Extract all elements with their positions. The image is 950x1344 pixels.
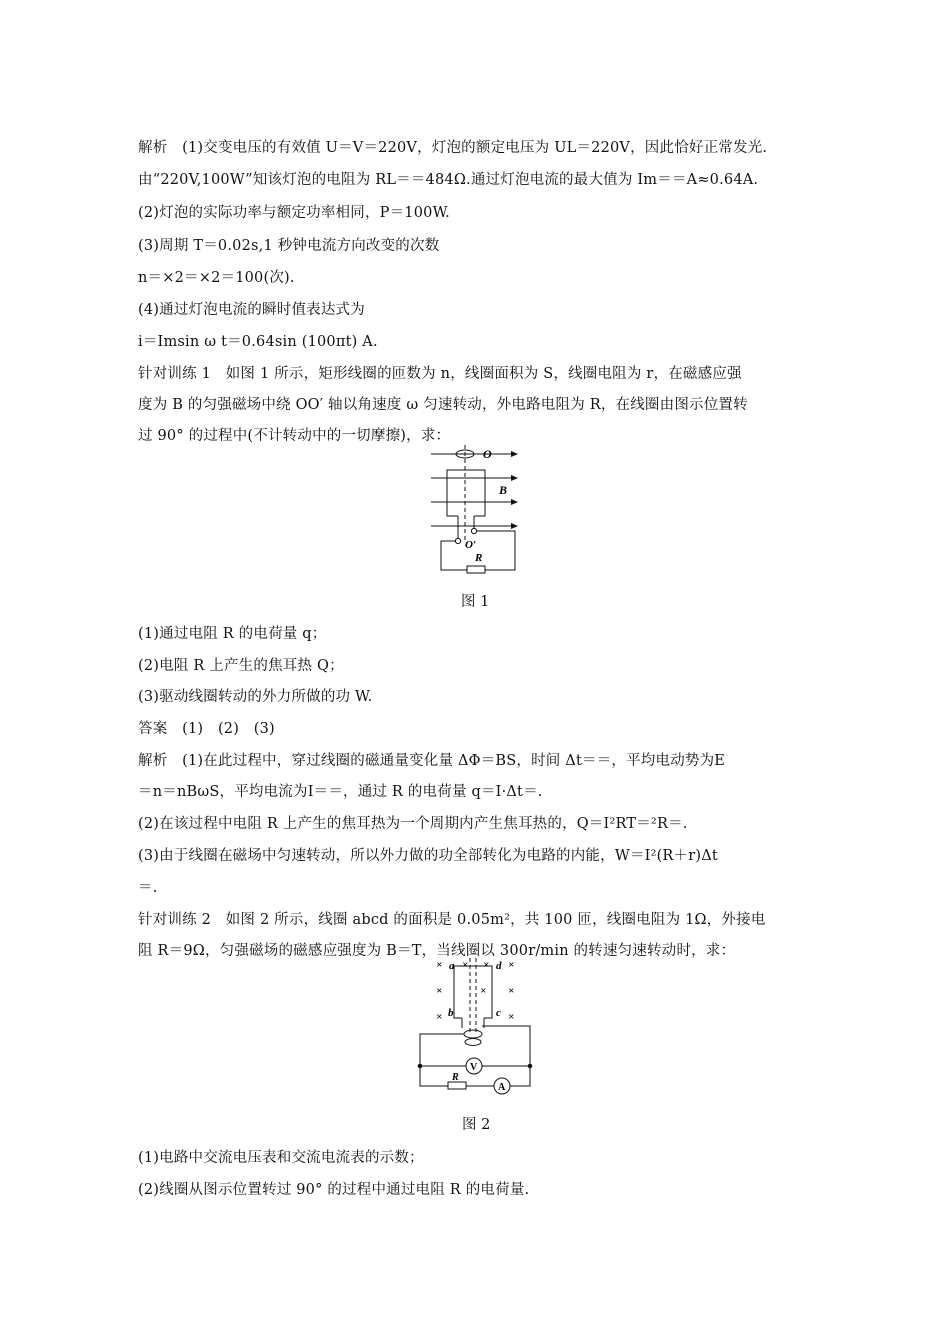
cross-mark: × xyxy=(483,959,490,971)
cross-mark: × xyxy=(462,959,469,971)
text-line: (4)通过灯泡电流的瞬时值表达式为 xyxy=(138,302,365,318)
figure-2-diagram xyxy=(412,956,537,1093)
text-line: (1)通过电阻 R 的电荷量 q； xyxy=(138,626,327,642)
label-R: R xyxy=(475,552,483,564)
figure-1-caption: 图 1 xyxy=(461,594,490,610)
text-line: ＝n＝nBωS，平均电流为I＝＝，通过 R 的电荷量 q＝I·Δt＝. xyxy=(138,784,543,800)
cross-mark: × xyxy=(508,959,515,971)
text-line: (2)灯泡的实际功率与额定功率相同，P＝100W. xyxy=(138,205,450,221)
text-line: (1)电路中交流电压表和交流电流表的示数； xyxy=(138,1150,424,1166)
text-line: 过 90° 的过程中(不计转动中的一切摩擦)，求： xyxy=(138,428,451,444)
cross-mark: × xyxy=(508,985,515,997)
ammeter-label: A xyxy=(498,1082,506,1093)
text-line: 解析 (1)在此过程中，穿过线圈的磁通量变化量 ΔΦ＝BS，时间 Δt＝＝，平均电动势为E xyxy=(138,753,726,769)
text-line: 解析 (1)交变电压的有效值 U＝V＝220V，灯泡的额定电压为 UL＝220V，因此恰好正常发光. xyxy=(138,140,768,156)
figure-1-diagram xyxy=(425,442,525,577)
label-R: R xyxy=(452,1072,459,1083)
label-d: d xyxy=(496,960,502,972)
figure-2-caption: 图 2 xyxy=(462,1117,491,1133)
text-line: (2)电阻 R 上产生的焦耳热 Q； xyxy=(138,658,344,674)
label-b: b xyxy=(448,1007,454,1019)
label-c: c xyxy=(496,1007,501,1019)
cross-mark: × xyxy=(436,985,443,997)
text-line: 针对训练 2 如图 2 所示，线圈 abcd 的面积是 0.05m²，共 100 匝，线圈电阻为 1Ω，外接电 xyxy=(138,912,766,928)
text-line: (2)线圈从图示位置转过 90° 的过程中通过电阻 R 的电荷量. xyxy=(138,1182,530,1198)
label-O-prime: O′ xyxy=(465,539,477,551)
label-B: B xyxy=(499,483,508,497)
text-line: i＝Imsin ω t＝0.64sin (100πt) A. xyxy=(138,334,378,350)
text-line: (2)在该过程中电阻 R 上产生的焦耳热为一个周期内产生焦耳热的，Q＝I²RT＝²R＝. xyxy=(138,816,688,832)
text-line: (3)由于线圈在磁场中匀速转动，所以外力做的功全部转化为电路的内能，W＝I²(R＋r)Δt xyxy=(138,848,718,864)
text-line: 由“220V,100W”知该灯泡的电阻为 RL＝＝484Ω.通过灯泡电流的最大值为 Im＝＝A≈0.64A. xyxy=(138,172,759,188)
text-line: n＝×2＝×2＝100(次). xyxy=(138,270,295,286)
label-O: O xyxy=(483,447,492,461)
text-line: (3)驱动线圈转动的外力所做的功 W. xyxy=(138,689,373,705)
text-line: 度为 B 的匀强磁场中绕 OO′ 轴以角速度 ω 匀速转动，外电路电阻为 R，在线圈由图示位置转 xyxy=(138,397,748,413)
cross-mark: × xyxy=(436,1011,443,1023)
cross-mark: × xyxy=(436,959,443,971)
text-line: 针对训练 1 如图 1 所示，矩形线圈的匝数为 n，线圈面积为 S，线圈电阻为 r，在磁感应强 xyxy=(138,366,742,382)
text-line: (3)周期 T＝0.02s,1 秒钟电流方向改变的次数 xyxy=(138,238,440,254)
cross-mark: × xyxy=(480,985,487,997)
label-a: a xyxy=(449,960,455,972)
text-line: 阻 R＝9Ω，匀强磁场的磁感应强度为 B＝T，当线圈以 300r/min 的转速匀速转动时，求： xyxy=(138,943,736,959)
cross-mark: × xyxy=(508,1011,515,1023)
voltmeter-label: V xyxy=(470,1062,478,1073)
text-line: ＝. xyxy=(138,880,158,896)
text-line: 答案 (1) (2) (3) xyxy=(138,721,275,737)
